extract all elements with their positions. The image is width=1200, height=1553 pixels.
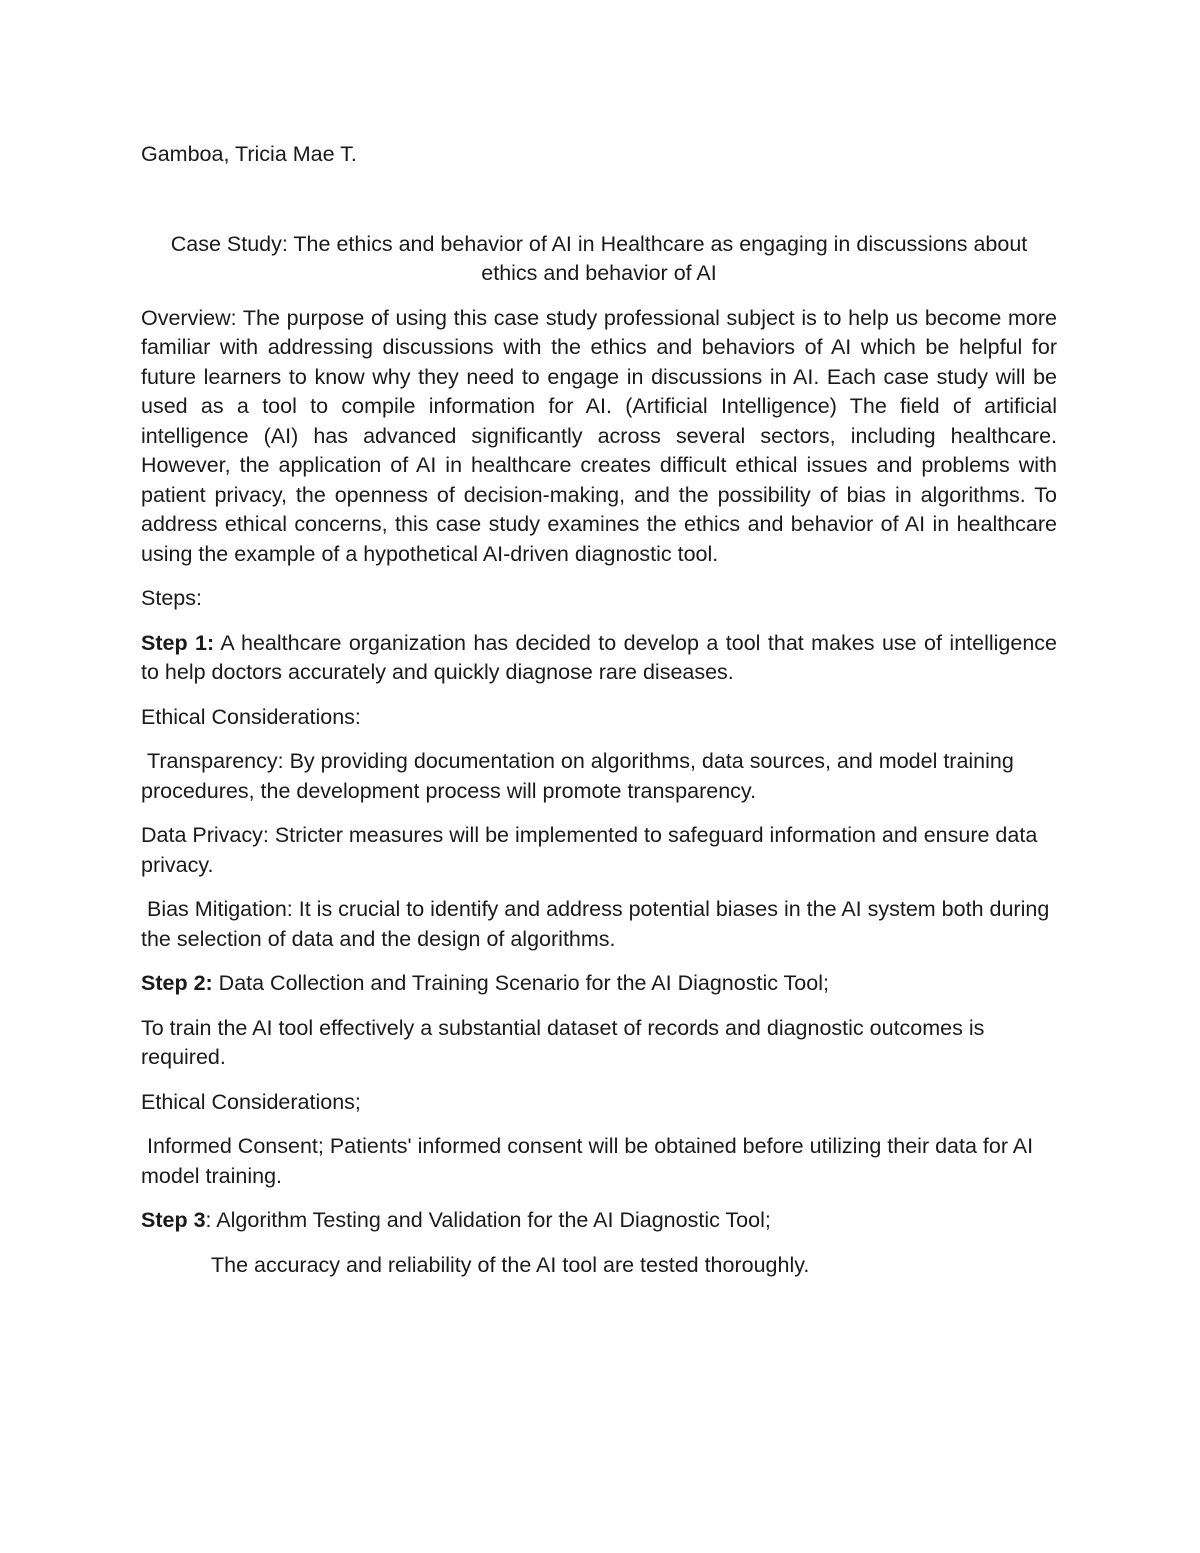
- document-body: [141, 140, 1057, 1295]
- step-3-text: : Algorithm Testing and Validation for the AI Diagnostic Tool;: [205, 1208, 771, 1232]
- author-name: Gamboa, Tricia Mae T.: [141, 142, 357, 166]
- step-3-paragraph: [141, 1206, 1057, 1236]
- ethical-considerations-heading-1: Ethical Considerations:: [141, 704, 361, 729]
- step-1-label: Step 1:: [141, 630, 215, 655]
- data-privacy-paragraph: Data Privacy: Stricter measures will be implemented to safeguard information and ensure data privacy.: [141, 823, 1038, 877]
- transparency-paragraph: Transparency: By providing documentation on algorithms, data sources, and model training procedures, the development process will promote transparency.: [141, 749, 1020, 803]
- ethical-considerations-heading-2: Ethical Considerations;: [141, 1089, 361, 1114]
- steps-heading: Steps:: [141, 586, 202, 610]
- bias-mitigation-paragraph: Bias Mitigation: It is crucial to identify and address potential biases in the AI system both during the selection of data and the design of algorithms.: [141, 897, 1056, 951]
- step-1-paragraph: [141, 629, 1057, 688]
- step-3-label: Step 3: [141, 1208, 206, 1232]
- testing-paragraph: The accuracy and reliability of the AI tool are tested thoroughly.: [211, 1252, 810, 1277]
- step-2-label: Step 2:: [141, 971, 213, 995]
- informed-consent-paragraph: Informed Consent; Patients' informed consent will be obtained before utilizing their data for AI model training.: [141, 1134, 1040, 1188]
- step-1-text: A healthcare organization has decided to develop a tool that makes use of intelligence to help doctors accurately and quickly diagnose rare diseases.: [141, 630, 1057, 684]
- case-study-title: Case Study: The ethics and behavior of AI in Healthcare as engaging in discussions about ethics and behavior of AI: [170, 231, 1028, 285]
- training-paragraph: To train the AI tool effectively a substantial dataset of records and diagnostic outcomes is required.: [141, 1015, 985, 1069]
- overview-paragraph: Overview: The purpose of using this case study professional subject is to help us become more familiar with addressing discussions with the ethics and behaviors of AI which be helpful for future learners to know why they need to engage in discussions in AI. Each case study will be used as a tool to compile information for AI. (Artificial Intelligence) The field of artificial intelligence (AI) has advanced significantly across several sectors, including healthcare. However, the application of AI in healthcare creates difficult ethical issues and problems with patient privacy, the openness of decision-making, and the possibility of bias in algorithms. To address ethical concerns, this case study examines the ethics and behavior of AI in healthcare using the example of a hypothetical AI-driven diagnostic tool.: [141, 305, 1057, 566]
- step-2-paragraph: [141, 969, 1057, 999]
- step-2-text: Data Collection and Training Scenario for the AI Diagnostic Tool;: [212, 971, 829, 995]
